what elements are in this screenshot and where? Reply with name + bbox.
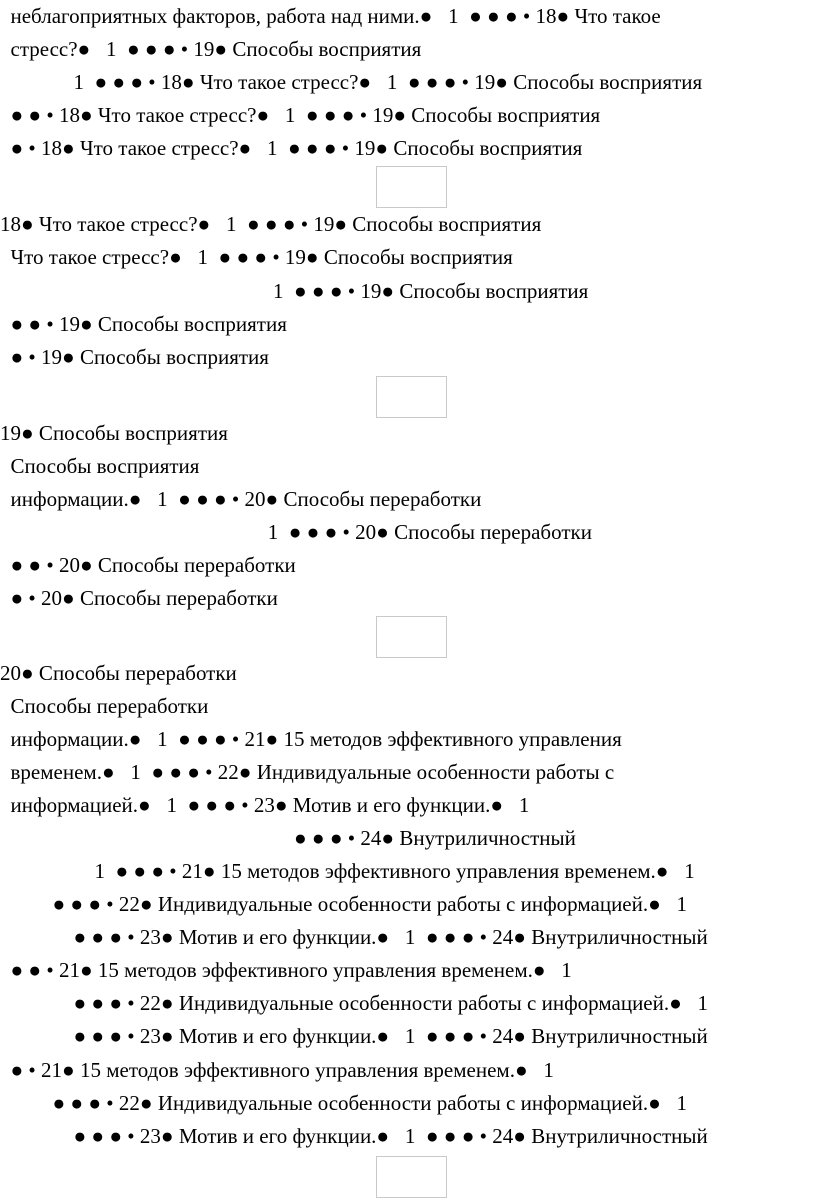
image-placeholder [376,166,447,208]
text-line: стресс?● 1 ● ● ● • 19● Способы восприятия [0,37,422,61]
text-line: 19● Способы восприятия [0,421,228,445]
text-line: ● ● ● • 24● Внутриличностный [0,826,576,850]
text-line: информации.● 1 ● ● ● • 21● 15 методов эффективного управления [0,727,622,751]
text-line: 1 ● ● ● • 20● Способы переработки [0,520,592,544]
image-placeholder [376,1156,447,1198]
text-line: ● ● • 18● Что такое стресс?● 1 ● ● ● • 19● Способы восприятия [0,103,601,127]
text-line: ● ● ● • 22● Индивидуальные особенности работы с информацией.● 1 [0,1091,688,1115]
text-line: ● ● • 19● Способы восприятия [0,312,287,336]
text-line: 1 ● ● ● • 19● Способы восприятия [0,279,589,303]
text-line: 18● Что такое стресс?● 1 ● ● ● • 19● Способы восприятия [0,212,542,236]
text-line: неблагоприятных факторов, работа над ними.● 1 ● ● ● • 18● Что такое [0,4,661,28]
text-line: ● ● ● • 23● Мотив и его функции.● 1 ● ● ● • 24● Внутриличностный [0,1024,708,1048]
image-placeholder [376,616,447,658]
text-line: ● • 20● Способы переработки [0,586,278,610]
text-line: ● ● • 20● Способы переработки [0,553,296,577]
text-line: ● ● • 21● 15 методов эффективного управления временем.● 1 [0,958,572,982]
text-line: ● • 19● Способы восприятия [0,345,269,369]
text-line: Способы переработки [0,694,209,718]
text-line: информации.● 1 ● ● ● • 20● Способы переработки [0,487,482,511]
text-line: Что такое стресс?● 1 ● ● ● • 19● Способы восприятия [0,245,513,269]
text-line: временем.● 1 ● ● ● • 22● Индивидуальные особенности работы с [0,760,615,784]
text-line: ● ● ● • 23● Мотив и его функции.● 1 ● ● ● • 24● Внутриличностный [0,925,708,949]
text-line: 1 ● ● ● • 18● Что такое стресс?● 1 ● ● ● • 19● Способы восприятия [0,70,703,94]
text-line: Способы восприятия [0,454,200,478]
text-line: информацией.● 1 ● ● ● • 23● Мотив и его функции.● 1 [0,793,530,817]
text-line: 1 ● ● ● • 21● 15 методов эффективного управления временем.● 1 [0,859,695,883]
text-line: 20● Способы переработки [0,661,237,685]
text-line: ● ● ● • 23● Мотив и его функции.● 1 ● ● ● • 24● Внутриличностный [0,1124,708,1148]
text-line: ● • 18● Что такое стресс?● 1 ● ● ● • 19● Способы восприятия [0,136,583,160]
text-line: ● ● ● • 22● Индивидуальные особенности работы с информацией.● 1 [0,892,688,916]
image-placeholder [376,376,447,418]
text-line: ● • 21● 15 методов эффективного управления временем.● 1 [0,1058,554,1082]
text-line: ● ● ● • 22● Индивидуальные особенности работы с информацией.● 1 [0,991,709,1015]
